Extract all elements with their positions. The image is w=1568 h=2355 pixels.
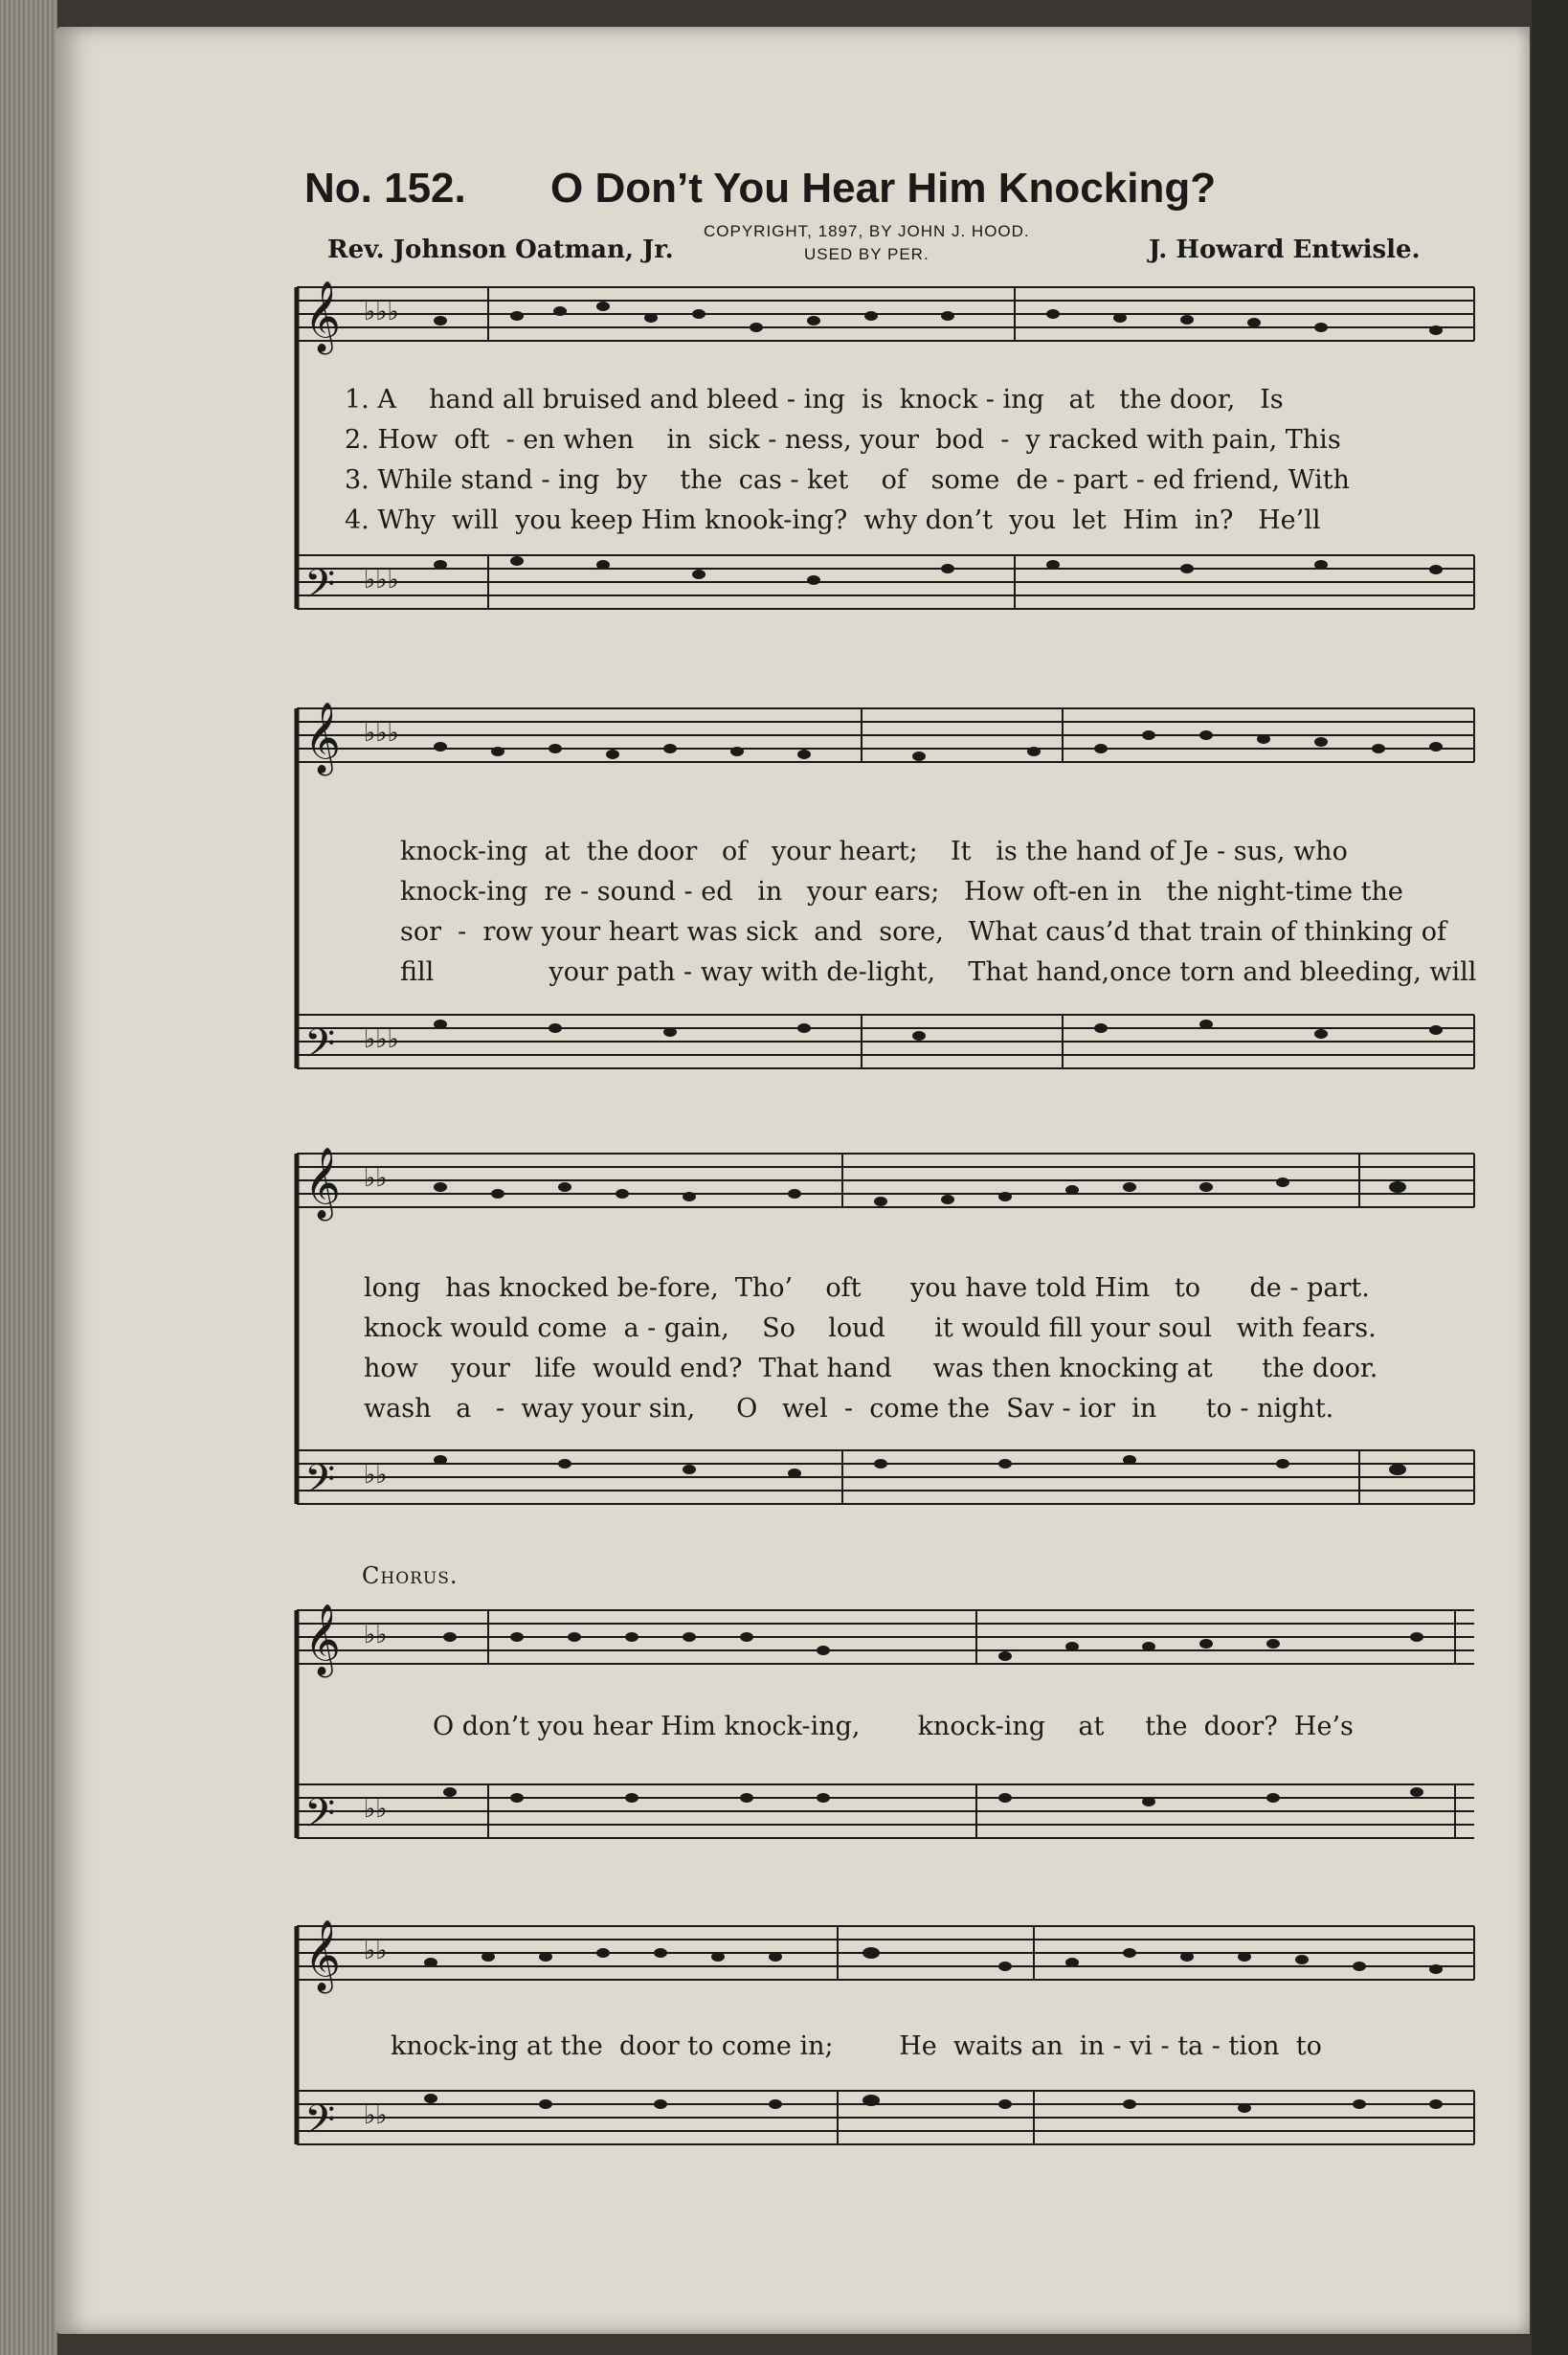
verse-lyric-line: 4. Why will you keep Him knook-ing? why don’t you let Him in? He’ll bbox=[345, 505, 1321, 535]
music-system-1 bbox=[287, 278, 1484, 651]
book-page-edges bbox=[0, 0, 57, 2355]
book-gutter bbox=[1532, 0, 1568, 2355]
chorus-system-1 bbox=[287, 1601, 1484, 1888]
verse-lyric-line: fill your path - way with de-light, That hand,once torn and bleeding, will bbox=[400, 957, 1477, 987]
verse-lyric-line: 1. A hand all bruised and bleed - ing is knock - ing at the door, Is bbox=[345, 385, 1284, 415]
svg-text:♭♭: ♭♭ bbox=[364, 1937, 388, 1965]
svg-text:♭♭♭: ♭♭♭ bbox=[364, 298, 399, 326]
chorus-label: Chorus. bbox=[362, 1562, 459, 1589]
copyright-notice bbox=[704, 220, 1030, 266]
svg-text:♭♭: ♭♭ bbox=[364, 1164, 388, 1193]
svg-text:𝄞: 𝄞 bbox=[304, 703, 341, 774]
verse-lyric-line: how your life would end? That hand was then knocking at the door. bbox=[364, 1354, 1378, 1383]
svg-text:𝄢: 𝄢 bbox=[304, 1456, 336, 1512]
svg-text:♭♭: ♭♭ bbox=[364, 2101, 388, 2130]
svg-text:𝄞: 𝄞 bbox=[304, 1604, 341, 1675]
verse-lyric-line: knock would come a - gain, So loud it would fill your soul with fears. bbox=[364, 1313, 1377, 1343]
composer-credit: J. Howard Entwisle. bbox=[1149, 236, 1421, 264]
hymn-title: O Don’t You Hear Him Knocking? bbox=[550, 165, 1217, 212]
svg-text:♭♭♭: ♭♭♭ bbox=[364, 719, 399, 748]
verse-lyric-line: 2. How oft - en when in sick - ness, your bod - y racked with pain, This bbox=[345, 425, 1341, 455]
chorus-lyric-line: knock-ing at the door to come in; He waits an in - vi - ta - tion to bbox=[391, 2031, 1322, 2061]
svg-text:♭♭: ♭♭ bbox=[364, 1795, 388, 1824]
svg-text:♭♭: ♭♭ bbox=[364, 1621, 388, 1649]
svg-text:♭♭♭: ♭♭♭ bbox=[364, 1025, 399, 1054]
hymn-number: No. 152. bbox=[304, 165, 466, 212]
verse-lyric-line: long has knocked be-fore, Tho’ oft you have told Him to de - part. bbox=[364, 1273, 1370, 1303]
svg-text:𝄞: 𝄞 bbox=[304, 281, 341, 352]
copyright-permission: USED BY PER. bbox=[803, 245, 930, 263]
chorus-lyric-line: O don’t you hear Him knock-ing, knock-ing at the door? He’s bbox=[433, 1712, 1354, 1741]
verse-lyric-line: sor - row your heart was sick and sore, What caus’d that train of thinking of bbox=[400, 917, 1446, 947]
verse-lyric-line: 3. While stand - ing by the cas - ket of some de - part - ed friend, With bbox=[345, 465, 1350, 495]
verse-lyric-line: knock-ing re - sound - ed in your ears; How oft-en in the night-time the bbox=[400, 877, 1403, 907]
svg-text:𝄢: 𝄢 bbox=[304, 1020, 336, 1076]
verse-lyric-line: knock-ing at the door of your heart; It is the hand of Je - sus, who bbox=[400, 837, 1348, 866]
svg-text:𝄢: 𝄢 bbox=[304, 561, 336, 617]
copyright-line: COPYRIGHT, 1897, BY JOHN J. HOOD. bbox=[704, 222, 1030, 240]
verse-lyric-line: wash a - way your sin, O wel - come the Sav - ior in to - night. bbox=[364, 1394, 1334, 1424]
svg-text:𝄞: 𝄞 bbox=[304, 1148, 341, 1219]
svg-text:𝄢: 𝄢 bbox=[304, 1790, 336, 1846]
svg-text:♭♭: ♭♭ bbox=[364, 1461, 388, 1490]
svg-text:𝄢: 𝄢 bbox=[304, 2097, 336, 2152]
lyricist-credit: Rev. Johnson Oatman, Jr. bbox=[327, 236, 674, 264]
svg-text:𝄞: 𝄞 bbox=[304, 1920, 341, 1991]
svg-text:♭♭♭: ♭♭♭ bbox=[364, 566, 399, 594]
